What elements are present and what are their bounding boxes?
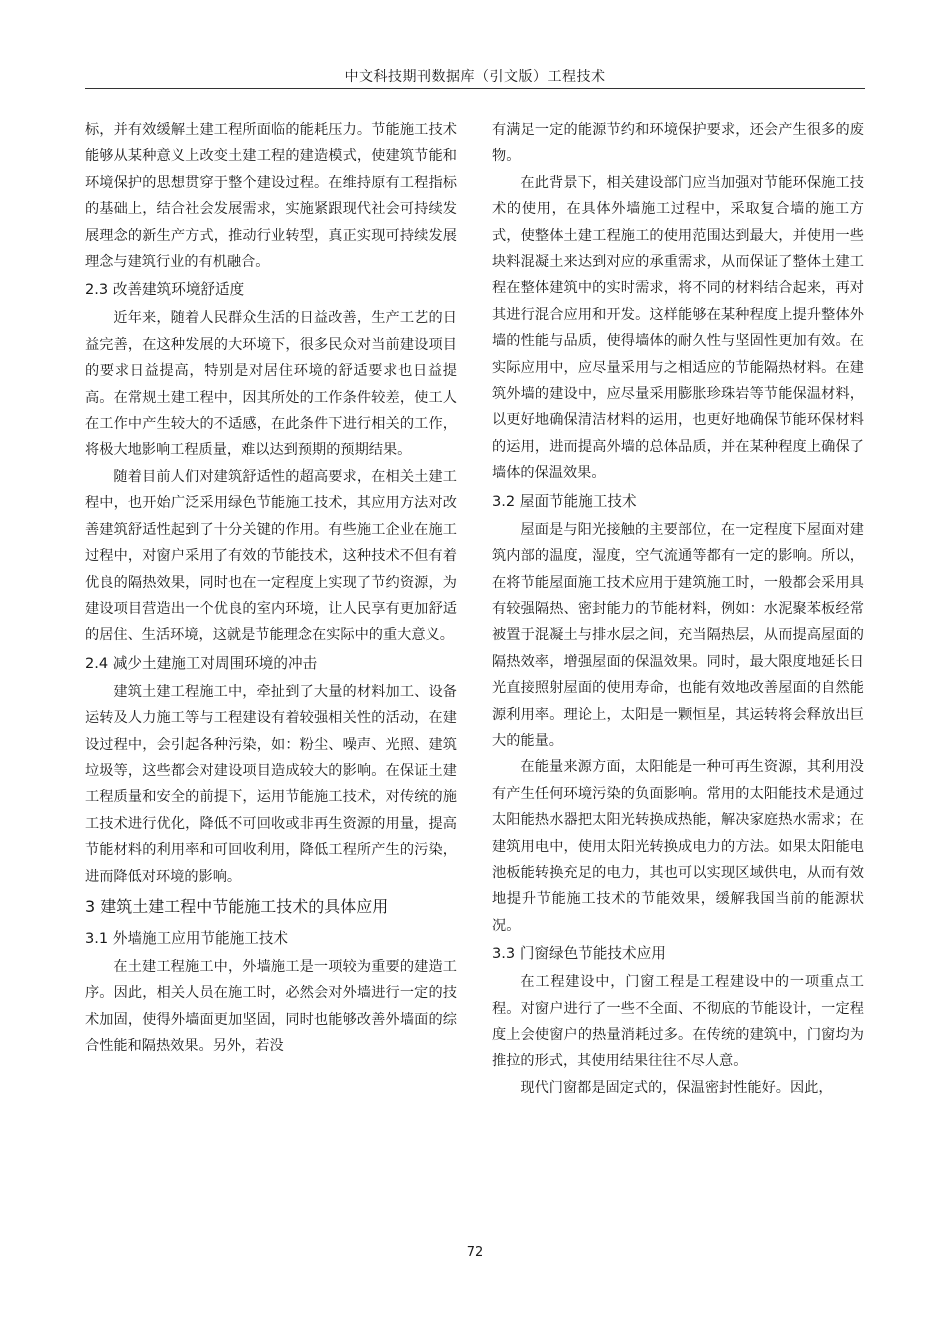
page-number: 72	[466, 1245, 484, 1260]
paragraph: 现代门窗都是固定式的，保温密封性能好。因此，	[520, 1079, 833, 1096]
left-column	[85, 117, 457, 1060]
paragraph-continued: 标，并有效缓解土建工程所面临的能耗压力。节能施工技术能够从某种意义上改变土建工程的建造模式，使建筑节能和环境保护的思想贯穿于整个建设过程。在维持原有工程指标的基础上，结合社会发展需求，实施紧跟现代社会可持续发展理念的新生产方式，推动行业转型，真正实现可持续发展理念与建筑行业的有机融合。	[85, 122, 457, 271]
paragraph: 建筑土建工程施工中，牵扯到了大量的材料加工、设备运转及人力施工等与工程建设有着较强相关性的活动，在建设过程中，会引起各种污染，如：粉尘、噪声、光照、建筑垃圾等，这些都会对建设项目造成较大的影响。在保证土建工程质量和安全的前提下，运用节能施工技术，对传统的施工技术进行优化，降低不可回收或非再生资源的用量，提高节能材料的利用率和可回收利用，降低工程所产生的污染，进而降低对环境的影响。	[85, 683, 457, 885]
paragraph: 屋面是与阳光接触的主要部位，在一定程度下屋面对建筑内部的温度，湿度，空气流通等都有一定的影响。所以，在将节能屋面施工技术应用于建筑施工时，一般都会采用具有较强隔热、密封能力的节能材料，例如：水泥聚苯板经常被置于混凝土与排水层之间，充当隔热层，从而提高屋面的隔热效率，增强屋面的保温效果。同时，最大限度地延长日光直接照射屋面的使用寿命，也能有效地改善屋面的自然能源利用率。理论上，太阳是一颗恒星，其运转将会释放出巨大的能量。	[492, 521, 864, 749]
section-heading-3: 3 建筑土建工程中节能施工技术的具体应用	[85, 896, 389, 916]
paragraph: 在工程建设中，门窗工程是工程建设中的一项重点工程。对窗户进行了一些不全面、不彻底的节能设计，一定程度上会使窗户的热量消耗过多。在传统的建筑中，门窗均为推拉的形式，其使用结果往往不尽人意。	[492, 974, 864, 1070]
section-heading-2-4: 2.4 减少土建施工对周围环境的冲击	[85, 654, 318, 672]
paragraph-continued: 有满足一定的能源节约和环境保护要求，还会产生很多的废物。	[492, 122, 864, 165]
right-column	[492, 117, 864, 1101]
section-heading-2-3: 2.3 改善建筑环境舒适度	[85, 281, 245, 299]
paragraph: 近年来，随着人民群众生活的日益改善，生产工艺的日益完善，在这种发展的大环境下，很多民众对当前建设项目的要求日益提高，特别是对居住环境的舒适要求也日益提高。在常规土建工程中，因其所处的工作条件较差，使工人在工作中产生较大的不适感，在此条件下进行相关的工作，将极大地影响工程质量，难以达到预期的预期结果。	[85, 310, 457, 459]
running-header	[85, 52, 865, 89]
paragraph: 随着目前人们对建筑舒适性的超高要求，在相关土建工程中，也开始广泛采用绿色节能施工技术，其应用方法对改善建筑舒适性起到了十分关键的作用。有些施工企业在施工过程中，对窗户采用了有效的节能技术，这种技术不但有着优良的隔热效果，同时也在一定程度上实现了节约资源，为建设项目营造出一个优良的室内环境，让人民享有更加舒适的居住、生活环境，这就是节能理念在实际中的重大意义。	[85, 468, 457, 644]
paragraph: 在土建工程施工中，外墙施工是一项较为重要的建造工序。因此，相关人员在施工时，必然会对外墙进行一定的技术加固，使得外墙面更加坚固，同时也能够改善外墙面的综合性能和隔热效果。另外，若没	[85, 958, 457, 1055]
paragraph: 在能量来源方面，太阳能是一种可再生资源，其利用没有产生任何环境污染的负面影响。常用的太阳能技术是通过太阳能热水器把太阳光转换成热能，解决家庭热水需求；在建筑用电中，使用太阳光转换成电力的方法。如果太阳能电池板能转换充足的电力，其也可以实现区域供电，从而有效地提升节能施工技术的节能效果，缓解我国当前的能源状况。	[492, 759, 864, 934]
journal-title: 中文科技期刊数据库（引文版）工程技术	[344, 69, 606, 85]
section-heading-3-1: 3.1 外墙施工应用节能施工技术	[85, 929, 288, 947]
section-heading-3-2: 3.2 屋面节能施工技术	[492, 492, 637, 510]
paragraph: 在此背景下，相关建设部门应当加强对节能环保施工技术的使用，在具体外墙施工过程中，采取复合墙的施工方式，使整体土建工程施工的使用范围达到最大，并使用一些块料混凝土来达到对应的承重需求，从而保证了整体土建工程在整体建筑中的实时需求，将不同的材料结合起来，再对其进行混合应用和开发。这样能够在某种程度上提升整体外墙的性能与品质，使得墙体的耐久性与坚固性更加有效。在实际应用中，应尽量采用与之相适应的节能隔热材料。在建筑外墙的建设中，应尽量采用膨胀珍珠岩等节能保温材料，以更好地确保清洁材料的运用，也更好地确保节能环保材料的运用，进而提高外墙的总体品质，并在某种程度上确保了墙体的保温效果。	[492, 174, 864, 482]
section-heading-3-3: 3.3 门窗绿色节能技术应用	[492, 945, 666, 963]
